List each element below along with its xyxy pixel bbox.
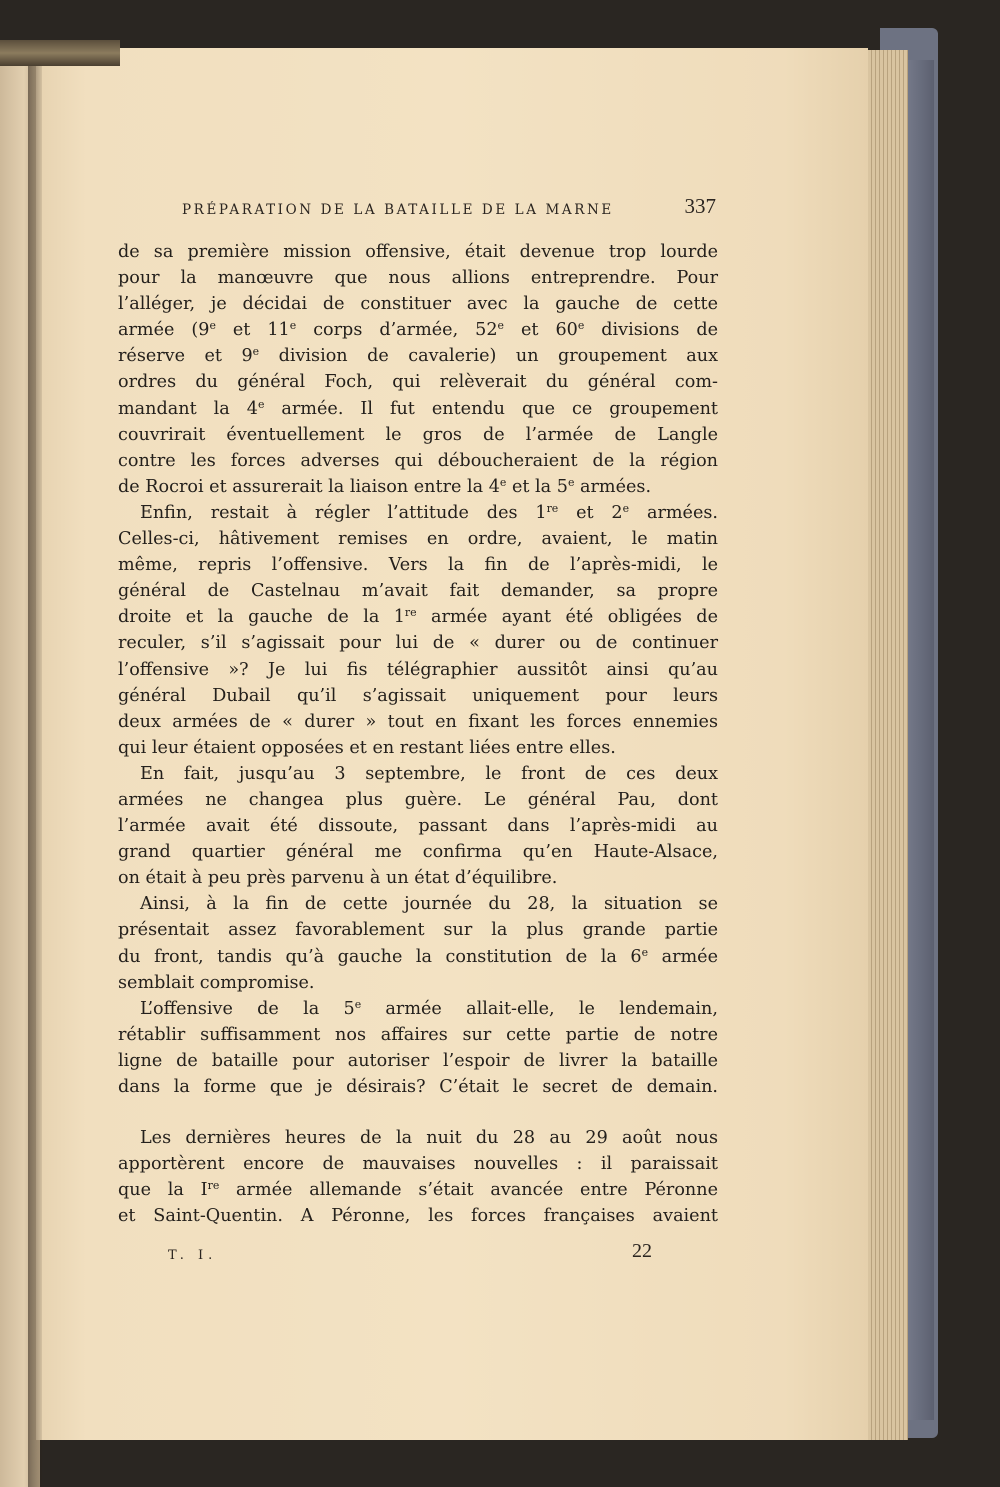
text-line: de sa première mission offensive, était devenue trop lourde: [118, 242, 718, 262]
text-line: grand quartier général me confirma qu’en Haute-Alsace,: [118, 842, 718, 863]
section-gap: [118, 1100, 718, 1125]
text-line: général de Castelnau m’avait fait demander, sa propre: [118, 581, 718, 602]
page-footer: [120, 1240, 660, 1270]
gutter-shadow: [28, 55, 42, 1487]
text-line: ordres du général Foch, qui relèverait du général com-: [118, 372, 718, 393]
text-line: semblait compromise.: [118, 972, 315, 993]
text-line: présentait assez favorablement sur la plus grande partie: [118, 920, 718, 941]
text-line: que la Ire armée allemande s’était avancée entre Péronne: [118, 1179, 718, 1201]
text-line: Les dernières heures de la nuit du 28 au 29 août nous: [140, 1128, 718, 1149]
text-line: L’offensive de la 5e armée allait-elle, le lendemain,: [140, 997, 718, 1019]
text-line: deux armées de « durer » tout en fixant les forces ennemies: [118, 711, 718, 732]
text-line: l’armée avait été dissoute, passant dans l’après-midi au: [118, 816, 718, 837]
text-line: ligne de bataille pour autoriser l’espoir de livrer la bataille: [118, 1050, 718, 1071]
running-header: [182, 194, 722, 226]
text-line: on était à peu près parvenu à un état d’équilibre.: [118, 868, 558, 889]
text-line: l’offensive »? Je lui fis télégraphier aussitôt ainsi qu’au: [118, 659, 718, 680]
text-line: dans la forme que je désirais? C’était le secret de demain.: [118, 1077, 718, 1097]
text-line: de Rocroi et assurerait la liaison entre la 4e et la 5e armées.: [118, 475, 652, 497]
text-line: apportèrent encore de mauvaises nouvelles : il paraissait: [118, 1154, 718, 1175]
text-line: l’alléger, je décidai de constituer avec la gauche de cette: [118, 294, 718, 315]
text-line: couvrirait éventuellement le gros de l’armée de Langle: [118, 424, 718, 445]
signature-number: 22: [632, 1240, 652, 1262]
text-line: droite et la gauche de la 1re armée ayant été obligées de: [118, 606, 718, 628]
text-line: réserve et 9e division de cavalerie) un groupement aux: [118, 345, 718, 367]
text-line: du front, tandis qu’à gauche la constitution de la 6e armée: [118, 945, 718, 967]
text-line: rétablir suffisamment nos affaires sur cette partie de notre: [118, 1024, 718, 1045]
text-line: Celles-ci, hâtivement remises en ordre, avaient, le matin: [118, 529, 718, 550]
body-text: [118, 239, 718, 1229]
text-line: et Saint-Quentin. A Péronne, les forces françaises avaient: [118, 1206, 718, 1227]
text-line: reculer, s’il s’agissait pour lui de « durer ou de continuer: [118, 633, 718, 654]
text-line: mandant la 4e armée. Il fut entendu que ce groupement: [118, 397, 719, 419]
text-line: En fait, jusqu’au 3 septembre, le front de ces deux: [140, 763, 718, 784]
page-number: 337: [684, 194, 716, 218]
text-line: Enfin, restait à régler l’attitude des 1re et 2e armées.: [140, 501, 718, 523]
running-title: PRÉPARATION DE LA BATAILLE DE LA MARNE: [182, 202, 614, 218]
text-line: Ainsi, à la fin de cette journée du 28, la situation se: [140, 894, 718, 915]
text-line: contre les forces adverses qui déboucheraient de la région: [118, 450, 718, 471]
text-line: armée (9e et 11e corps d’armée, 52e et 60e divisions de: [118, 319, 719, 341]
volume-mark: T. I.: [168, 1248, 218, 1263]
text-line: même, repris l’offensive. Vers la fin de l’après-midi, le: [118, 555, 718, 576]
text-line: qui leur étaient opposées et en restant liées entre elles.: [118, 737, 616, 758]
text-line: armées ne changea plus guère. Le général Pau, dont: [118, 789, 718, 810]
text-line: général Dubail qu’il s’agissait uniquement pour leurs: [118, 685, 718, 706]
text-line: pour la manœuvre que nous allions entreprendre. Pour: [118, 268, 718, 289]
binding-strap: [0, 40, 120, 66]
